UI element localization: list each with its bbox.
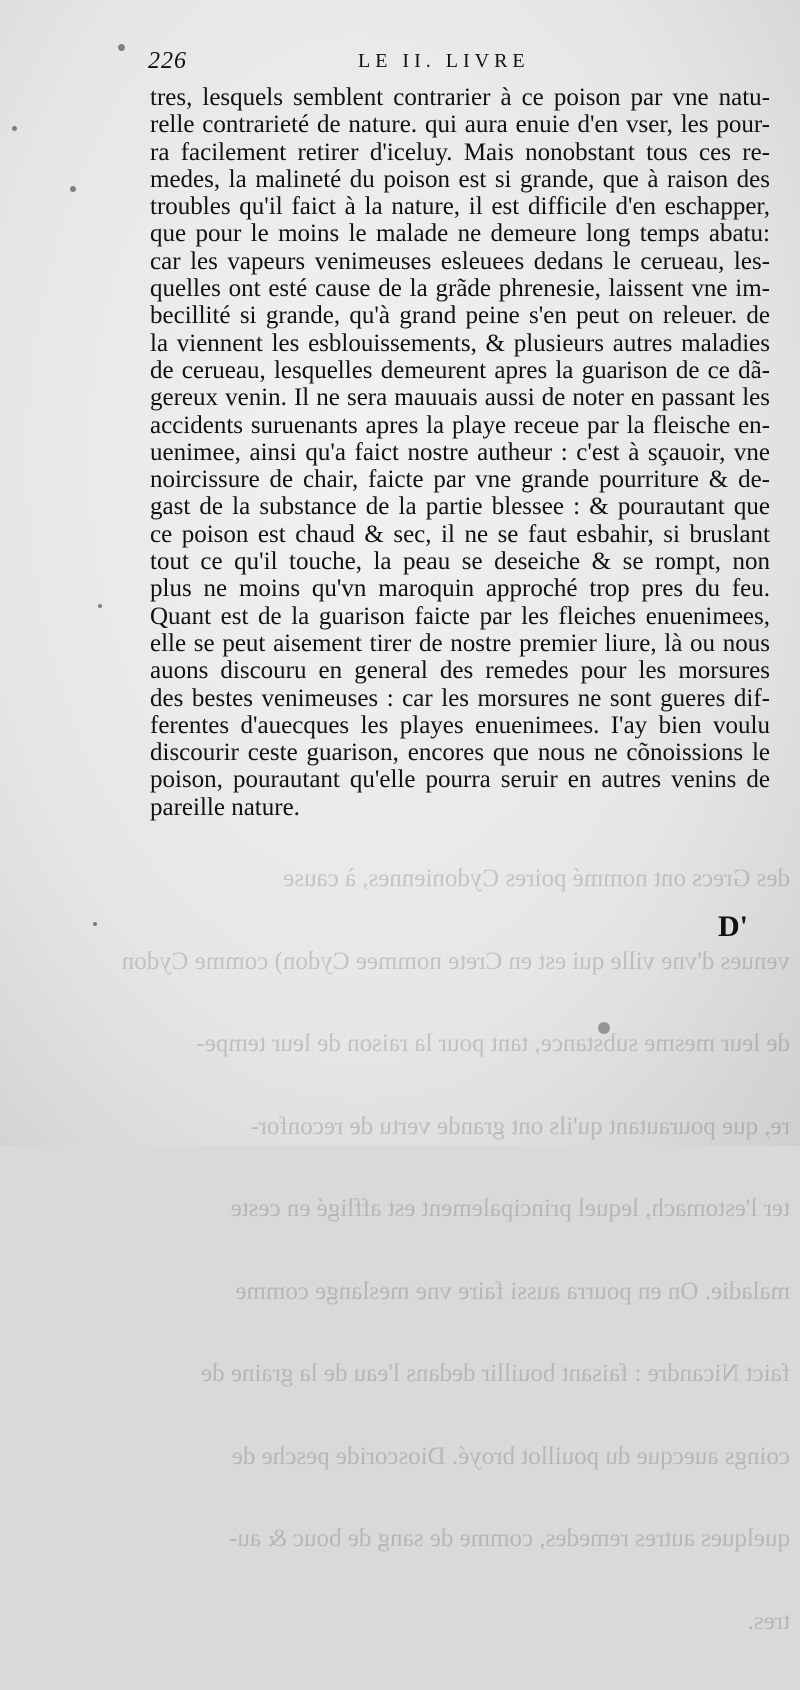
page-number: 226 xyxy=(148,48,187,74)
bleed-line: tres. xyxy=(747,1607,790,1635)
text-line: la viennent les esblouissements, & plusieurs autres maladies xyxy=(150,329,770,357)
text-line: ra facilement retirer d'iceluy. Mais nonobstant tous ces re- xyxy=(150,138,770,166)
ink-spot xyxy=(12,126,17,131)
page-header xyxy=(148,48,768,78)
text-line: uenimee, ainsi qu'a faict nostre autheur : c'est à sçauoir, vne xyxy=(150,438,770,466)
running-head: LE II. LIVRE xyxy=(358,50,530,72)
bleed-line: faict Nicandre : faisant bouillir dedans l'eau de la graine de xyxy=(201,1360,790,1387)
text-line: discourir ceste guarison, encores que nous ne cõnoissions le xyxy=(150,739,770,767)
text-line: que pour le moins le malade ne demeure long temps abatu: xyxy=(150,220,770,248)
text-line: troubles qu'il faict à la nature, il est difficile d'en eschapper, xyxy=(150,193,770,221)
text-line: Quant est de la guarison faicte par les fleiches enuenimees, xyxy=(150,602,770,630)
bleed-line: venues d'vne ville qui est en Crete nommee Cydon) comme Cydon xyxy=(121,947,790,975)
text-line: becillité si grande, qu'à grand peine s'en peut on releuer. de xyxy=(150,302,770,330)
catchword: D' xyxy=(718,910,748,943)
ink-spot xyxy=(93,922,97,926)
text-line: tres, lesquels semblent contrarier à ce poison par vne natu- xyxy=(150,84,770,111)
text-line: accidents suruenants apres la playe receue par la fleische en- xyxy=(150,411,770,439)
bleed-line: des Grecs ont nommé poires Cydoniennes, à cause xyxy=(283,865,790,892)
text-line: ferentes d'auecques les playes enuenimees. I'ay bien voulu xyxy=(150,711,770,739)
ink-spot xyxy=(70,186,76,192)
text-line: medes, la malineté du poison est si grande, que à raison des xyxy=(150,165,770,193)
text-line: pareille nature. xyxy=(150,793,300,821)
text-line: elle se peut aisement tirer de nostre premier liure, là ou nous xyxy=(150,629,770,657)
text-line: ce poison est chaud & sec, il ne se faut esbahir, si bruslant xyxy=(150,520,770,548)
text-line: poison, pourautant qu'elle pourra seruir en autres venins de xyxy=(150,766,770,794)
bleed-through-text xyxy=(90,810,790,1690)
text-line: gast de la substance de la partie blessee : & pourautant que xyxy=(150,493,770,521)
ink-spot xyxy=(118,44,125,51)
bleed-line: coings auecque du pouillot broyé. Dioscoride pesche de xyxy=(231,1442,790,1470)
ink-spot xyxy=(98,604,102,608)
body-text xyxy=(150,84,770,821)
text-line: car les vapeurs venimeuses esleuees dedans le cerueau, les- xyxy=(150,247,770,275)
ink-spot xyxy=(598,1022,610,1034)
text-line: quelles ont esté cause de la grãde phrenesie, laissent vne im- xyxy=(150,275,770,303)
text-line: noircissure de chair, faicte par vne grande pourriture & de- xyxy=(150,466,770,494)
text-line: plus ne moins qu'vn maroquin approché trop pres du feu. xyxy=(150,575,770,603)
text-line: relle contrarieté de nature. qui aura enuie d'en vser, les pour- xyxy=(150,111,770,139)
bleed-line: ter l'estomach, lequel principalement est affligé en ceste xyxy=(230,1195,790,1222)
text-line: auons discouru en general des remedes pour les morsures xyxy=(150,657,770,685)
text-line: tout ce qu'il touche, la peau se deseiche & se rompt, non xyxy=(150,548,770,576)
bleed-line: re, que pourautant qu'ils ont grande vertu de reconfor- xyxy=(250,1112,790,1140)
text-line: gereux venin. Il ne sera mauuais aussi de noter en passant les xyxy=(150,384,770,412)
text-line: de cerueau, lesquelles demeurent apres la guarison de ce dã- xyxy=(150,356,770,384)
bleed-line: maladie. On en pourra aussi faire vne meslange comme xyxy=(235,1277,790,1305)
text-line: des bestes venimeuses : car les morsures ne sont gueres dif- xyxy=(150,684,770,712)
bleed-line: de leur mesme substance, tant pour la raison de leur tempe- xyxy=(196,1030,790,1057)
bleed-line: quelques autres remedes, comme de sang de bouc & au- xyxy=(229,1525,790,1552)
